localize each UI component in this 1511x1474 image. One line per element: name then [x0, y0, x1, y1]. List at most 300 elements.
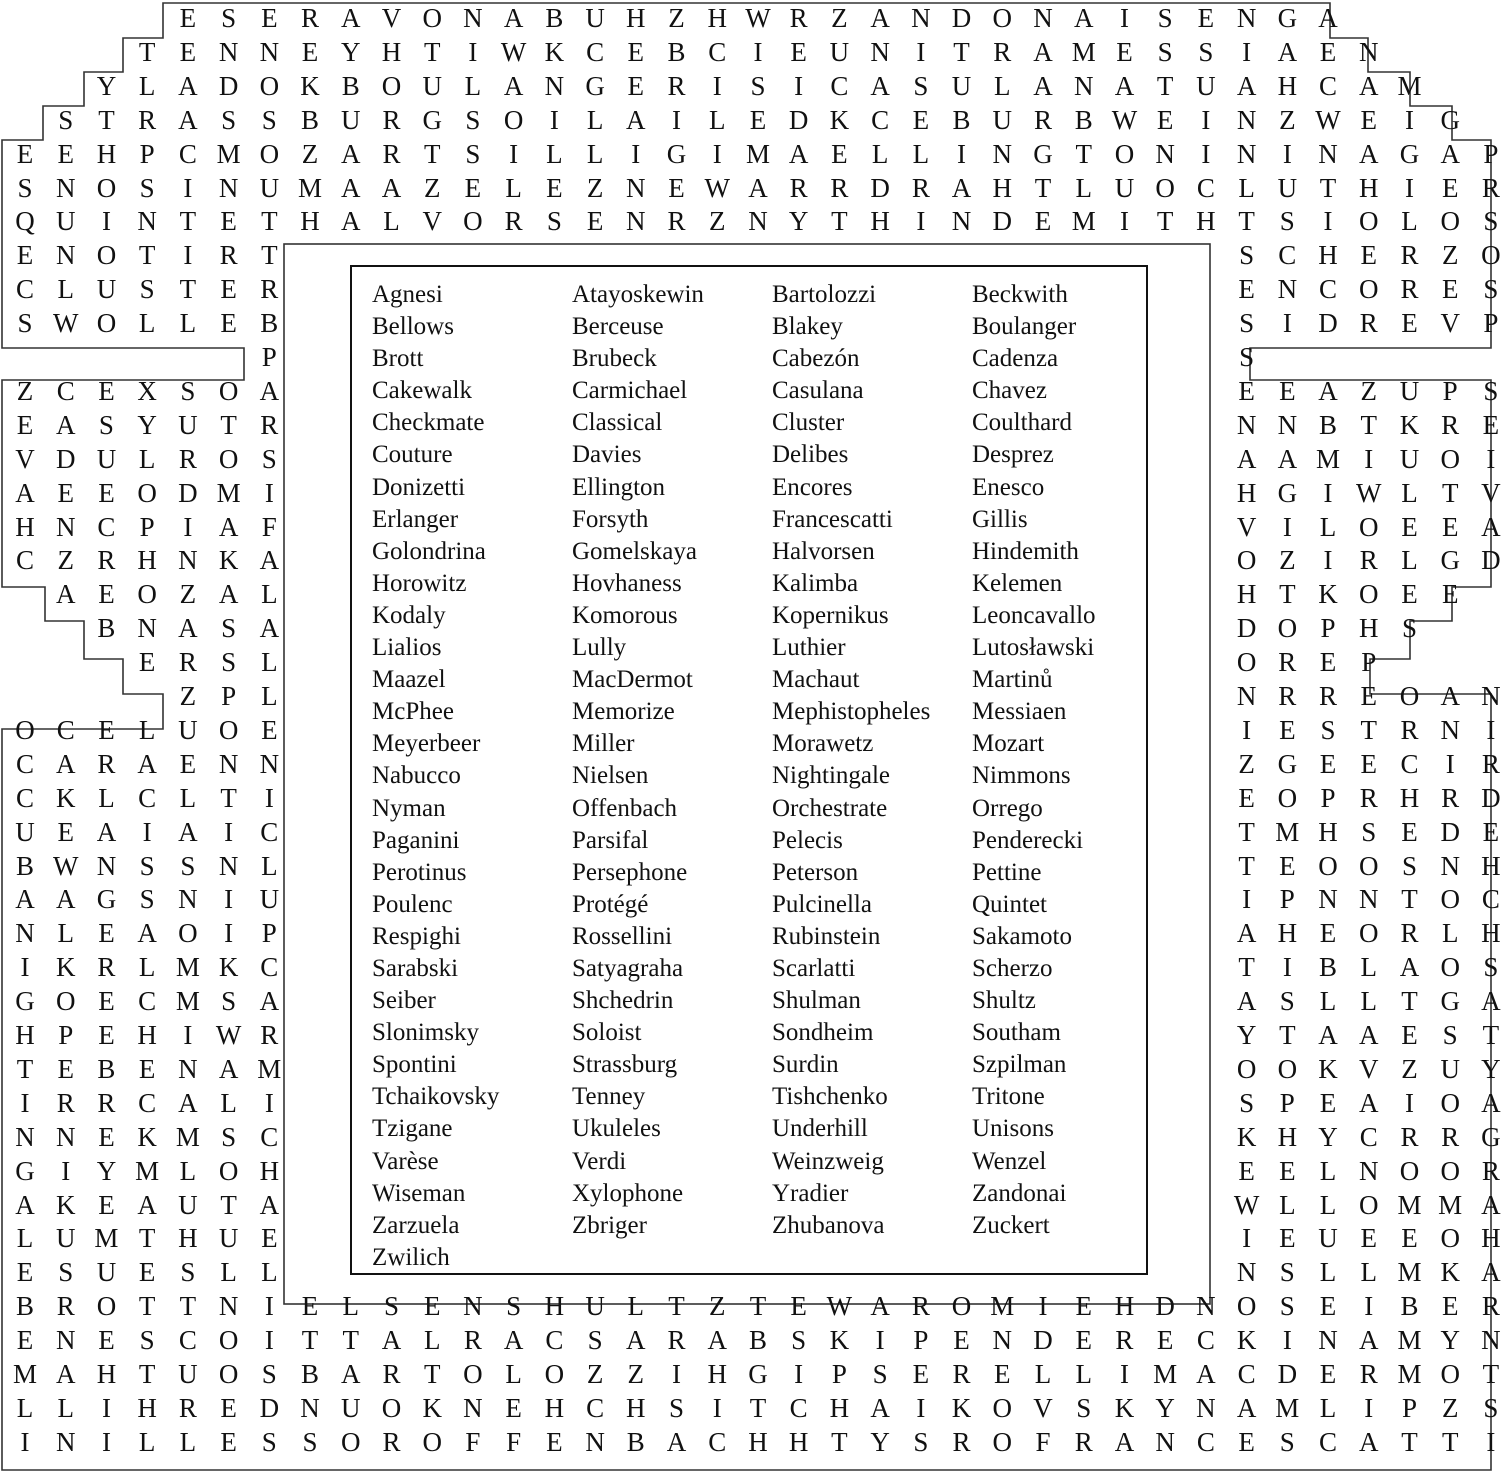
grid-letter[interactable]: L — [505, 172, 522, 203]
grid-letter[interactable]: S — [1279, 1426, 1295, 1457]
grid-letter[interactable]: Z — [423, 172, 441, 203]
grid-letter[interactable]: O — [218, 443, 239, 474]
grid-letter[interactable]: H — [788, 1426, 809, 1457]
grid-letter[interactable]: R — [1359, 1359, 1378, 1389]
grid-letter[interactable]: Q — [15, 206, 35, 237]
grid-letter[interactable]: L — [138, 714, 156, 745]
grid-letter[interactable]: A — [218, 1053, 239, 1084]
grid-letter[interactable]: T — [138, 1223, 156, 1254]
grid-letter[interactable]: I — [101, 206, 111, 237]
grid-letter[interactable]: E — [261, 714, 278, 745]
grid-letter[interactable]: Y — [96, 70, 117, 101]
grid-letter[interactable]: A — [1033, 36, 1053, 67]
grid-letter[interactable]: A — [1236, 986, 1257, 1017]
grid-letter[interactable]: D — [1481, 782, 1501, 813]
grid-letter[interactable]: G — [666, 138, 687, 169]
grid-letter[interactable]: S — [1320, 714, 1336, 745]
grid-letter[interactable]: C — [1196, 1426, 1215, 1457]
grid-letter[interactable]: H — [1236, 477, 1257, 508]
grid-letter[interactable]: M — [175, 952, 200, 983]
grid-letter[interactable]: A — [341, 3, 361, 33]
grid-letter[interactable]: M — [216, 477, 241, 508]
grid-letter[interactable]: N — [300, 1392, 320, 1423]
grid-letter[interactable]: R — [301, 3, 320, 33]
grid-letter[interactable]: E — [1441, 511, 1459, 542]
grid-letter[interactable]: L — [1075, 172, 1092, 203]
grid-letter[interactable]: I — [264, 477, 274, 508]
grid-letter[interactable]: N — [96, 850, 117, 881]
grid-letter[interactable]: N — [55, 1426, 76, 1457]
grid-letter[interactable]: N — [259, 36, 280, 67]
grid-letter[interactable]: T — [179, 274, 197, 305]
grid-letter[interactable]: I — [1282, 511, 1292, 542]
grid-letter[interactable]: N — [1277, 274, 1298, 305]
grid-letter[interactable]: O — [1440, 443, 1460, 474]
grid-letter[interactable]: A — [137, 748, 157, 779]
grid-letter[interactable]: O — [1440, 1087, 1460, 1118]
grid-letter[interactable]: I — [672, 104, 682, 135]
grid-letter[interactable]: H — [1318, 816, 1338, 847]
grid-letter[interactable]: I — [794, 70, 804, 101]
grid-letter[interactable]: T — [749, 1291, 767, 1322]
grid-letter[interactable]: G — [1277, 748, 1298, 779]
grid-letter[interactable]: A — [1073, 3, 1094, 33]
grid-letter[interactable]: O — [1236, 1053, 1257, 1084]
grid-letter[interactable]: E — [1401, 816, 1418, 847]
grid-letter[interactable]: I — [20, 1087, 30, 1118]
grid-letter[interactable]: A — [503, 70, 524, 101]
grid-letter[interactable]: R — [1115, 1325, 1134, 1356]
grid-letter[interactable]: I — [101, 1392, 111, 1423]
grid-letter[interactable]: I — [101, 1426, 111, 1457]
grid-letter[interactable]: N — [55, 172, 76, 203]
grid-letter[interactable]: E — [220, 1392, 237, 1423]
grid-letter[interactable]: H — [137, 1392, 157, 1423]
grid-letter[interactable]: N — [1033, 3, 1053, 33]
grid-letter[interactable]: N — [544, 70, 565, 101]
grid-letter[interactable]: H — [1277, 1121, 1298, 1152]
grid-letter[interactable]: D — [55, 443, 76, 474]
grid-letter[interactable]: R — [382, 104, 401, 135]
grid-letter[interactable]: A — [178, 816, 198, 847]
grid-letter[interactable]: M — [1397, 1257, 1422, 1288]
grid-letter[interactable]: O — [1440, 952, 1460, 983]
grid-letter[interactable]: H — [96, 1359, 117, 1389]
grid-letter[interactable]: E — [790, 1291, 807, 1322]
grid-letter[interactable]: U — [178, 1359, 198, 1389]
grid-letter[interactable]: U — [1196, 70, 1216, 101]
grid-letter[interactable]: S — [261, 443, 277, 474]
grid-letter[interactable]: O — [1440, 206, 1460, 237]
grid-letter[interactable]: K — [951, 1392, 972, 1423]
grid-letter[interactable]: A — [341, 1359, 361, 1389]
grid-letter[interactable]: W — [704, 172, 730, 203]
grid-letter[interactable]: K — [1399, 409, 1420, 440]
grid-letter[interactable]: A — [15, 884, 35, 915]
grid-letter[interactable]: O — [1359, 274, 1379, 305]
grid-letter[interactable]: A — [259, 545, 280, 576]
grid-letter[interactable]: E — [220, 206, 237, 237]
grid-letter[interactable]: N — [951, 206, 972, 237]
grid-letter[interactable]: T — [1482, 1020, 1500, 1050]
grid-letter[interactable]: O — [137, 579, 157, 610]
grid-letter[interactable]: E — [57, 1053, 74, 1084]
grid-letter[interactable]: I — [1404, 172, 1414, 203]
grid-letter[interactable]: R — [260, 409, 279, 440]
grid-letter[interactable]: Y — [788, 206, 809, 237]
grid-letter[interactable]: A — [341, 206, 361, 237]
grid-letter[interactable]: B — [301, 104, 320, 135]
grid-letter[interactable]: S — [58, 1257, 74, 1288]
grid-letter[interactable]: T — [423, 1359, 441, 1389]
grid-letter[interactable]: Z — [668, 3, 685, 33]
grid-letter[interactable]: N — [218, 172, 239, 203]
grid-letter[interactable]: A — [1359, 1087, 1379, 1118]
grid-letter[interactable]: L — [220, 1087, 237, 1118]
grid-letter[interactable]: S — [669, 1392, 685, 1423]
grid-letter[interactable]: I — [468, 36, 478, 67]
grid-letter[interactable]: S — [383, 1291, 399, 1322]
grid-letter[interactable]: I — [1282, 1325, 1292, 1356]
grid-letter[interactable]: H — [870, 206, 890, 237]
grid-letter[interactable]: E — [1319, 1087, 1337, 1118]
grid-letter[interactable]: L — [16, 1223, 34, 1254]
grid-letter[interactable]: I — [264, 1087, 274, 1118]
grid-letter[interactable]: O — [218, 375, 239, 406]
grid-letter[interactable]: L — [994, 70, 1011, 101]
grid-letter[interactable]: D — [259, 1392, 280, 1423]
grid-letter[interactable]: O — [96, 1291, 117, 1322]
grid-letter[interactable]: S — [791, 1325, 807, 1356]
grid-letter[interactable]: V — [1236, 511, 1257, 542]
grid-letter[interactable]: M — [990, 1291, 1015, 1322]
grid-letter[interactable]: K — [544, 36, 565, 67]
grid-letter[interactable]: S — [1361, 816, 1377, 847]
grid-letter[interactable]: A — [707, 1325, 727, 1356]
grid-letter[interactable]: E — [16, 1257, 34, 1288]
grid-letter[interactable]: U — [15, 816, 35, 847]
grid-letter[interactable]: T — [179, 206, 197, 237]
grid-letter[interactable]: F — [465, 1426, 481, 1457]
grid-letter[interactable]: N — [1277, 409, 1298, 440]
grid-letter[interactable]: S — [1239, 240, 1255, 271]
grid-letter[interactable]: E — [179, 36, 197, 67]
grid-letter[interactable]: P — [1320, 613, 1336, 644]
grid-letter[interactable]: L — [179, 1155, 197, 1186]
grid-letter[interactable]: U — [96, 1257, 117, 1288]
grid-letter[interactable]: R — [952, 1426, 971, 1457]
grid-letter[interactable]: P — [1320, 782, 1336, 813]
grid-letter[interactable]: A — [1236, 1392, 1257, 1423]
grid-letter[interactable]: S — [546, 206, 562, 237]
grid-letter[interactable]: B — [1319, 409, 1338, 440]
grid-letter[interactable]: M — [175, 986, 200, 1017]
grid-letter[interactable]: Z — [586, 172, 604, 203]
grid-letter[interactable]: H — [15, 511, 35, 542]
grid-letter[interactable]: I — [264, 1325, 274, 1356]
grid-letter[interactable]: L — [261, 1257, 278, 1288]
grid-letter[interactable]: R — [97, 1087, 116, 1118]
grid-letter[interactable]: P — [261, 342, 277, 372]
grid-letter[interactable]: T — [1360, 714, 1377, 745]
grid-letter[interactable]: E — [1156, 104, 1174, 135]
grid-letter[interactable]: M — [257, 1053, 282, 1084]
grid-letter[interactable]: I — [1404, 1087, 1414, 1118]
grid-letter[interactable]: N — [1236, 3, 1257, 33]
grid-letter[interactable]: A — [1399, 952, 1420, 983]
grid-letter[interactable]: E — [1319, 36, 1337, 67]
grid-letter[interactable]: E — [16, 240, 34, 271]
grid-letter[interactable]: S — [302, 1426, 318, 1457]
grid-letter[interactable]: E — [627, 36, 645, 67]
grid-letter[interactable]: E — [1360, 1223, 1377, 1254]
grid-letter[interactable]: S — [1279, 1291, 1295, 1322]
grid-letter[interactable]: Z — [1279, 545, 1296, 576]
grid-letter[interactable]: H — [178, 1223, 198, 1254]
grid-letter[interactable]: V — [1033, 1392, 1053, 1423]
grid-letter[interactable]: S — [1279, 206, 1295, 237]
grid-letter[interactable]: A — [218, 511, 239, 542]
grid-letter[interactable]: L — [1034, 1359, 1052, 1389]
grid-letter[interactable]: R — [1481, 172, 1500, 203]
grid-letter[interactable]: O — [96, 172, 117, 203]
grid-letter[interactable]: E — [1441, 172, 1459, 203]
grid-letter[interactable]: U — [341, 1392, 361, 1423]
grid-letter[interactable]: E — [98, 579, 115, 610]
grid-letter[interactable]: O — [1359, 850, 1379, 881]
grid-letter[interactable]: O — [1277, 1053, 1298, 1084]
grid-letter[interactable]: W — [1315, 104, 1341, 135]
grid-letter[interactable]: D — [1033, 1325, 1053, 1356]
grid-letter[interactable]: O — [1399, 1155, 1420, 1186]
grid-letter[interactable]: K — [218, 952, 239, 983]
grid-letter[interactable]: I — [1282, 952, 1292, 983]
grid-letter[interactable]: R — [219, 240, 238, 271]
grid-letter[interactable]: G — [15, 1155, 35, 1186]
grid-letter[interactable]: R — [1359, 782, 1378, 813]
grid-letter[interactable]: L — [1319, 1189, 1337, 1220]
grid-letter[interactable]: N — [1440, 850, 1460, 881]
grid-letter[interactable]: O — [951, 1291, 972, 1322]
grid-letter[interactable]: A — [15, 1189, 35, 1220]
grid-letter[interactable]: E — [98, 1325, 115, 1356]
grid-letter[interactable]: A — [1236, 918, 1257, 949]
grid-letter[interactable]: M — [175, 1121, 200, 1152]
grid-letter[interactable]: C — [1319, 1426, 1338, 1457]
grid-letter[interactable]: P — [1279, 1087, 1295, 1118]
grid-letter[interactable]: L — [261, 850, 278, 881]
grid-letter[interactable]: S — [1076, 1392, 1092, 1423]
grid-letter[interactable]: A — [1359, 70, 1379, 101]
grid-letter[interactable]: Y — [1155, 1392, 1175, 1423]
grid-letter[interactable]: R — [1033, 104, 1052, 135]
grid-letter[interactable]: Y — [341, 36, 361, 67]
grid-letter[interactable]: E — [1360, 748, 1377, 779]
grid-letter[interactable]: O — [463, 206, 483, 237]
grid-letter[interactable]: I — [1242, 36, 1252, 67]
grid-letter[interactable]: O — [544, 1359, 565, 1389]
grid-letter[interactable]: S — [1483, 274, 1499, 305]
grid-letter[interactable]: N — [1318, 1325, 1338, 1356]
grid-letter[interactable]: M — [1071, 36, 1096, 67]
grid-letter[interactable]: U — [178, 1189, 198, 1220]
grid-letter[interactable]: L — [1319, 1392, 1337, 1423]
grid-letter[interactable]: L — [138, 443, 156, 474]
grid-letter[interactable]: R — [504, 206, 523, 237]
grid-letter[interactable]: N — [1196, 1291, 1216, 1322]
grid-letter[interactable]: N — [178, 545, 198, 576]
grid-letter[interactable]: K — [218, 545, 239, 576]
grid-letter[interactable]: H — [626, 3, 646, 33]
grid-letter[interactable]: K — [1114, 1392, 1135, 1423]
grid-letter[interactable]: R — [1481, 748, 1500, 779]
grid-letter[interactable]: A — [503, 1325, 524, 1356]
grid-letter[interactable]: E — [1319, 918, 1337, 949]
grid-letter[interactable]: R — [1441, 1121, 1460, 1152]
grid-letter[interactable]: P — [139, 511, 155, 542]
grid-letter[interactable]: M — [1275, 1392, 1300, 1423]
grid-letter[interactable]: S — [58, 104, 74, 135]
grid-letter[interactable]: R — [56, 1087, 75, 1118]
grid-letter[interactable]: N — [259, 748, 280, 779]
grid-letter[interactable]: T — [1238, 206, 1255, 237]
grid-letter[interactable]: A — [1277, 36, 1298, 67]
grid-letter[interactable]: E — [16, 409, 34, 440]
grid-letter[interactable]: I — [1119, 3, 1129, 33]
grid-letter[interactable]: A — [1196, 1359, 1216, 1389]
grid-letter[interactable]: I — [264, 782, 274, 813]
grid-letter[interactable]: N — [626, 172, 646, 203]
grid-letter[interactable]: L — [57, 918, 74, 949]
grid-letter[interactable]: E — [98, 1020, 115, 1050]
grid-letter[interactable]: A — [666, 1426, 687, 1457]
grid-letter[interactable]: O — [1440, 1155, 1460, 1186]
grid-letter[interactable]: E — [953, 1325, 970, 1356]
grid-letter[interactable]: E — [179, 3, 197, 33]
grid-letter[interactable]: I — [875, 1325, 885, 1356]
grid-letter[interactable]: N — [218, 850, 239, 881]
grid-letter[interactable]: S — [913, 1426, 929, 1457]
grid-letter[interactable]: O — [1318, 850, 1338, 881]
grid-letter[interactable]: L — [1360, 1257, 1377, 1288]
grid-letter[interactable]: O — [1440, 884, 1460, 915]
grid-letter[interactable]: L — [1401, 477, 1418, 508]
grid-letter[interactable]: L — [57, 1392, 74, 1423]
grid-letter[interactable]: I — [1364, 1392, 1374, 1423]
grid-letter[interactable]: S — [221, 1121, 237, 1152]
grid-letter[interactable]: B — [15, 850, 34, 881]
grid-letter[interactable]: A — [55, 748, 76, 779]
grid-letter[interactable]: L — [1360, 952, 1377, 983]
grid-letter[interactable]: O — [1440, 1223, 1460, 1254]
grid-letter[interactable]: N — [1236, 409, 1257, 440]
grid-letter[interactable]: A — [55, 409, 76, 440]
grid-letter[interactable]: R — [1278, 681, 1297, 711]
grid-letter[interactable]: W — [52, 850, 79, 881]
grid-letter[interactable]: S — [1239, 342, 1255, 372]
grid-letter[interactable]: R — [911, 1291, 930, 1322]
grid-letter[interactable]: M — [1438, 1189, 1463, 1220]
grid-letter[interactable]: C — [15, 274, 34, 305]
grid-letter[interactable]: O — [1277, 782, 1298, 813]
grid-letter[interactable]: I — [224, 918, 234, 949]
grid-letter[interactable]: S — [465, 138, 481, 169]
grid-letter[interactable]: R — [97, 952, 116, 983]
grid-letter[interactable]: H — [381, 36, 402, 67]
grid-letter[interactable]: M — [1153, 1359, 1178, 1389]
grid-letter[interactable]: L — [57, 274, 74, 305]
grid-letter[interactable]: N — [55, 1325, 76, 1356]
grid-letter[interactable]: S — [1483, 1392, 1499, 1423]
grid-letter[interactable]: L — [261, 647, 278, 678]
grid-letter[interactable]: R — [382, 1426, 401, 1457]
grid-letter[interactable]: L — [383, 206, 400, 237]
grid-letter[interactable]: G — [96, 884, 117, 915]
grid-letter[interactable]: D — [1236, 613, 1257, 644]
grid-letter[interactable]: I — [1242, 1223, 1252, 1254]
grid-letter[interactable]: G — [1440, 545, 1460, 576]
grid-letter[interactable]: O — [341, 1426, 361, 1457]
grid-letter[interactable]: E — [1319, 1359, 1337, 1389]
grid-letter[interactable]: D — [218, 70, 239, 101]
grid-letter[interactable]: I — [1323, 477, 1333, 508]
grid-letter[interactable]: P — [1361, 647, 1377, 678]
grid-letter[interactable]: D — [1318, 308, 1338, 339]
grid-letter[interactable]: A — [55, 579, 76, 610]
grid-letter[interactable]: P — [221, 681, 237, 711]
grid-letter[interactable]: B — [341, 70, 360, 101]
grid-letter[interactable]: E — [1279, 714, 1296, 745]
grid-letter[interactable]: A — [259, 613, 280, 644]
grid-letter[interactable]: U — [96, 274, 117, 305]
grid-letter[interactable]: E — [1401, 1223, 1418, 1254]
grid-letter[interactable]: I — [183, 1020, 193, 1050]
grid-letter[interactable]: E — [98, 477, 115, 508]
grid-letter[interactable]: E — [261, 3, 278, 33]
grid-letter[interactable]: O — [218, 1155, 239, 1186]
grid-letter[interactable]: U — [1277, 172, 1298, 203]
grid-letter[interactable]: C — [97, 511, 116, 542]
grid-letter[interactable]: S — [139, 1325, 155, 1356]
grid-letter[interactable]: K — [829, 1325, 850, 1356]
grid-letter[interactable]: Z — [57, 545, 74, 576]
grid-letter[interactable]: U — [992, 104, 1013, 135]
grid-letter[interactable]: H — [1236, 579, 1257, 610]
grid-letter[interactable]: R — [178, 443, 197, 474]
grid-letter[interactable]: A — [1236, 70, 1257, 101]
grid-letter[interactable]: E — [912, 1359, 930, 1389]
grid-letter[interactable]: L — [179, 1426, 197, 1457]
grid-letter[interactable]: I — [20, 952, 30, 983]
grid-letter[interactable]: E — [994, 1359, 1011, 1389]
grid-letter[interactable]: E — [790, 36, 807, 67]
grid-letter[interactable]: P — [1483, 138, 1499, 169]
grid-letter[interactable]: R — [260, 1020, 279, 1050]
grid-letter[interactable]: I — [957, 138, 967, 169]
grid-letter[interactable]: O — [96, 240, 117, 271]
grid-letter[interactable]: E — [586, 206, 604, 237]
grid-letter[interactable]: K — [1236, 1121, 1257, 1152]
grid-letter[interactable]: R — [97, 545, 116, 576]
grid-letter[interactable]: S — [1483, 206, 1499, 237]
grid-letter[interactable]: S — [180, 1257, 196, 1288]
grid-letter[interactable]: S — [221, 613, 237, 644]
grid-letter[interactable]: C — [138, 986, 157, 1017]
grid-letter[interactable]: O — [1114, 138, 1135, 169]
grid-letter[interactable]: O — [992, 3, 1013, 33]
grid-letter[interactable]: A — [1318, 1020, 1338, 1050]
grid-letter[interactable]: O — [15, 714, 35, 745]
